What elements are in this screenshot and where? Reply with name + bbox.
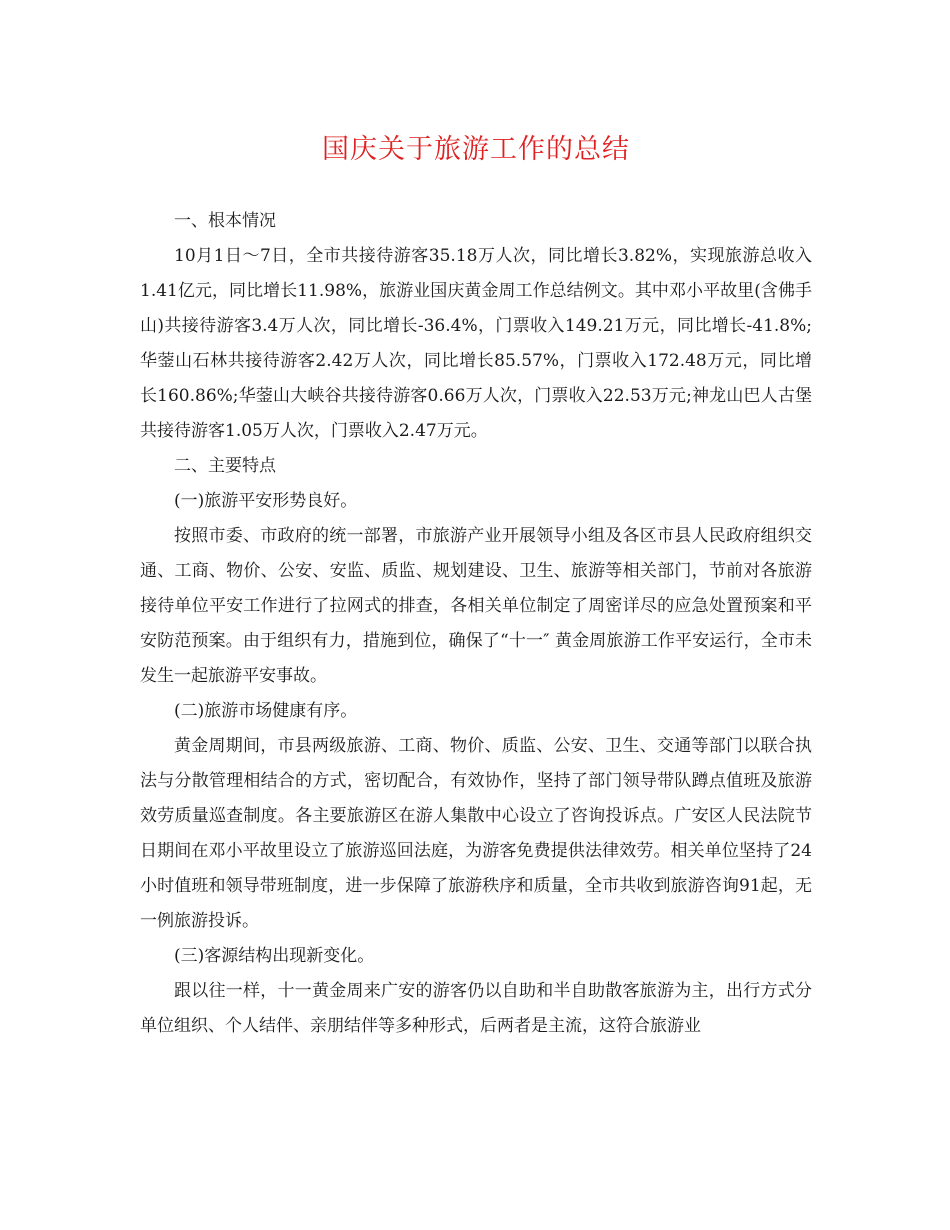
subheading-visitor-structure: (三)客源结构出现新变化。 [174,946,375,966]
paragraph-basic-situation: 10月1日～7日，全市共接待游客35.18万人次，同比增长3.82%，实现旅游总收入1.41亿元，同比增长11.98%，旅游业国庆黄金周工作总结例文。其中邓小平故里(含佛手山)共接待游客3.4万人次，同比增长-36.4%，门票收入149.21万元，同比增长-41.8%;华蓥山石林共接待游客2.42万人次，同比增长85.57%，门票收入172.48万元，同比增长160.86%;华蓥山大峡谷共接待游客0.66万人次，门票收入22.53万元;神龙山巴人古堡共接待游客1.05万人次，门票收入2.47万元。 [140,246,812,441]
subheading-market-order: (二)旅游市场健康有序。 [174,701,358,721]
document-body [140,204,812,1044]
paragraph-market-order: 黄金周期间，市县两级旅游、工商、物价、质监、公安、卫生、交通等部门以联合执法与分散管理相结合的方式，密切配合，有效协作，坚持了部门领导带队蹲点值班及旅游效劳质量巡查制度。各主要旅游区在游人集散中心设立了咨询投诉点。广安区人民法院节日期间在邓小平故里设立了旅游巡回法庭，为游客免费提供法律效劳。相关单位坚持了24小时值班和领导带班制度，进一步保障了旅游秩序和质量，全市共收到旅游咨询91起，无一例旅游投诉。 [140,736,812,931]
subheading-safety: (一)旅游平安形势良好。 [174,491,358,511]
paragraph-visitor-structure: 跟以往一样，十一黄金周来广安的游客仍以自助和半自助散客旅游为主，出行方式分单位组织、个人结伴、亲朋结伴等多种形式，后两者是主流，这符合旅游业 [140,981,812,1036]
section-heading-basic-situation: 一、根本情况 [174,211,276,231]
section-heading-main-features: 二、主要特点 [174,456,276,476]
document-title: 国庆关于旅游工作的总结 [322,134,630,165]
paragraph-safety: 按照市委、市政府的统一部署，市旅游产业开展领导小组及各区市县人民政府组织交通、工商、物价、公安、安监、质监、规划建设、卫生、旅游等相关部门，节前对各旅游接待单位平安工作进行了拉网式的排查，各相关单位制定了周密详尽的应急处置预案和平安防范预案。由于组织有力，措施到位，确保了“十一″ 黄金周旅游工作平安运行，全市未发生一起旅游平安事故。 [140,526,812,686]
